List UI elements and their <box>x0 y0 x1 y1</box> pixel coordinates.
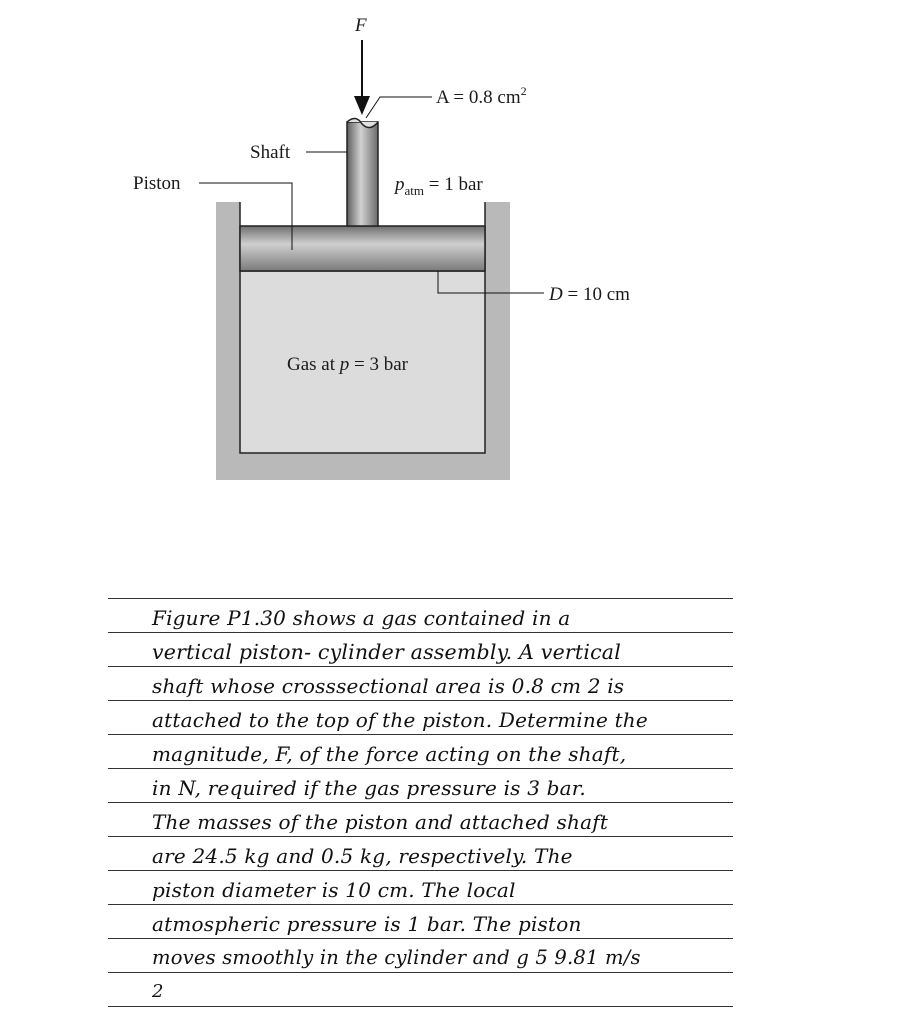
patm-label: $p_{atm} = 1$ bar <box>395 174 483 198</box>
note-line: shaft whose crosssectional area is 0.8 cm 2 is <box>152 674 625 698</box>
shaft <box>347 118 378 226</box>
handwritten-note <box>108 590 733 1020</box>
cylinder-wall-left <box>216 202 240 480</box>
note-line: in N, required if the gas pressure is 3 bar. <box>152 776 586 800</box>
piston-label: Piston <box>133 173 181 194</box>
note-line: moves smoothly in the cylinder and g 5 9.81 m/s <box>152 946 641 969</box>
cylinder-wall-bottom <box>216 453 510 480</box>
area-label: A = 0.8 $cm^2$ <box>436 84 527 108</box>
force-label: F <box>355 15 367 36</box>
note-line: Figure P1.30 shows a gas contained in a <box>152 606 571 630</box>
note-line: magnitude, F, of the force acting on the shaft, <box>152 742 627 766</box>
note-line: piston diameter is 10 cm. The local <box>152 878 516 902</box>
gas-label: Gas at p = 3 bar <box>287 354 408 375</box>
cylinder-wall-right <box>485 202 510 480</box>
note-line: attached to the top of the piston. Determine the <box>152 708 648 732</box>
force-arrow <box>354 40 370 115</box>
shaft-label: Shaft <box>250 142 291 163</box>
diameter-label: D = 10 cm <box>549 284 630 305</box>
piston <box>240 226 485 271</box>
note-line: are 24.5 kg and 0.5 kg, respectively. The <box>152 844 573 868</box>
note-line: atmospheric pressure is 1 bar. The piston <box>152 912 582 936</box>
note-line: 2 <box>152 981 164 1002</box>
area-leader <box>366 97 432 118</box>
note-line: The masses of the piston and attached shaft <box>152 810 609 834</box>
note-line: vertical piston- cylinder assembly. A vertical <box>152 640 621 664</box>
